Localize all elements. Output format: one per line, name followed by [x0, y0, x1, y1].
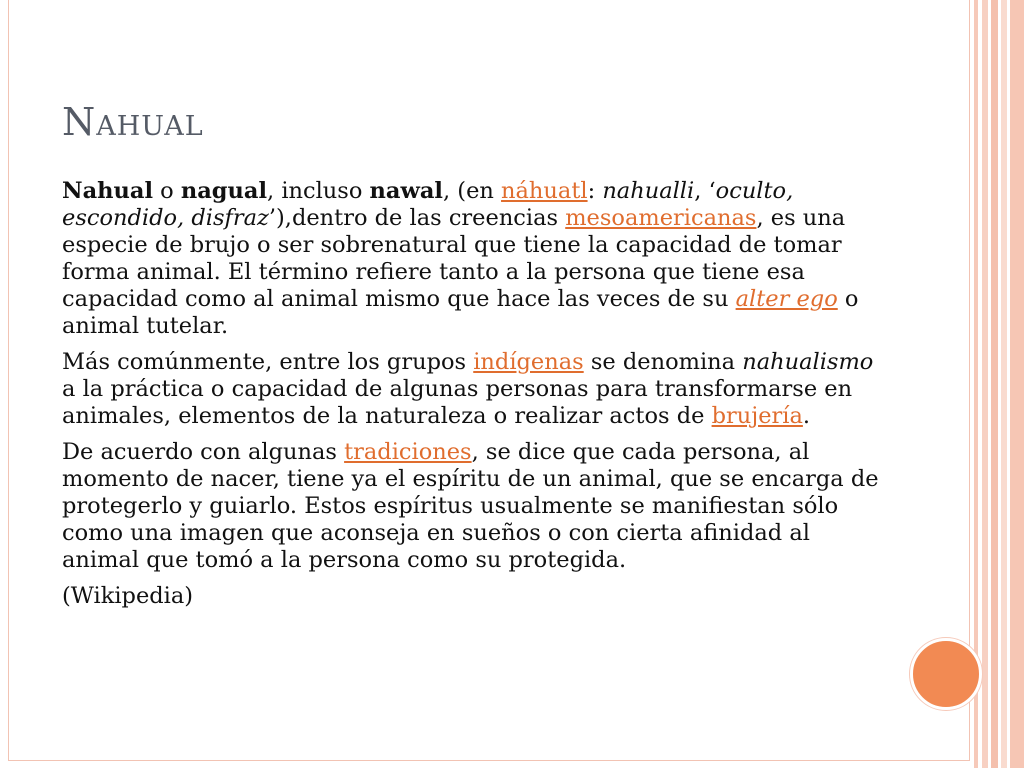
link-nahuatl[interactable]: náhuatl: [501, 178, 588, 204]
decor-stripe: [1010, 0, 1024, 768]
link-tradiciones[interactable]: tradiciones: [344, 439, 472, 465]
term-nahualli: nahualli: [602, 178, 695, 204]
link-mesoamericanas[interactable]: mesoamericanas: [565, 205, 757, 231]
decor-circle: [910, 638, 982, 710]
term-nagual: nagual: [180, 178, 268, 204]
paragraph-definition: Nahual o nagual, incluso nawal, (en náhuatl: nahualli, ‘oculto, escondido, disfraz’),dentro de las creencias mesoamericanas, es una especie de brujo o ser sobrenatural que tiene la capacidad de tomar forma animal. El término refiere tanto a la persona que tiene esa capacidad como al animal mismo que hace las veces de su alter ego o animal tutelar.: [62, 178, 859, 339]
paragraph-tradiciones: De acuerdo con algunas tradiciones, se dice que cada persona, al momento de nacer, tiene ya el espíritu de un animal, que se encarga de protegerlo y guiarlo. Estos espíritus usualmente se manifiestan sólo como una imagen que aconseja en sueños o con cierta afinidad al animal que tomó a la persona como su protegida.: [62, 439, 879, 573]
term-nahualismo: nahualismo: [742, 349, 874, 375]
term-nawal: nawal: [369, 178, 443, 204]
slide-title: Nahual: [62, 100, 204, 144]
decor-stripe: [991, 0, 998, 768]
slide-body: [62, 178, 892, 619]
source-citation: (Wikipedia): [62, 583, 194, 609]
link-alter-ego[interactable]: alter ego: [735, 286, 838, 312]
link-brujeria[interactable]: brujería: [711, 403, 803, 429]
link-indigenas[interactable]: indígenas: [473, 349, 584, 375]
paragraph-nahualismo: Más comúnmente, entre los grupos indígenas se denomina nahualismo a la práctica o capacidad de algunas personas para transformarse en animales, elementos de la naturaleza o realizar actos de brujería.: [62, 349, 874, 429]
term-nahual: Nahual: [62, 178, 153, 204]
translation-text: oculto, escondido, disfraz: [62, 178, 794, 231]
